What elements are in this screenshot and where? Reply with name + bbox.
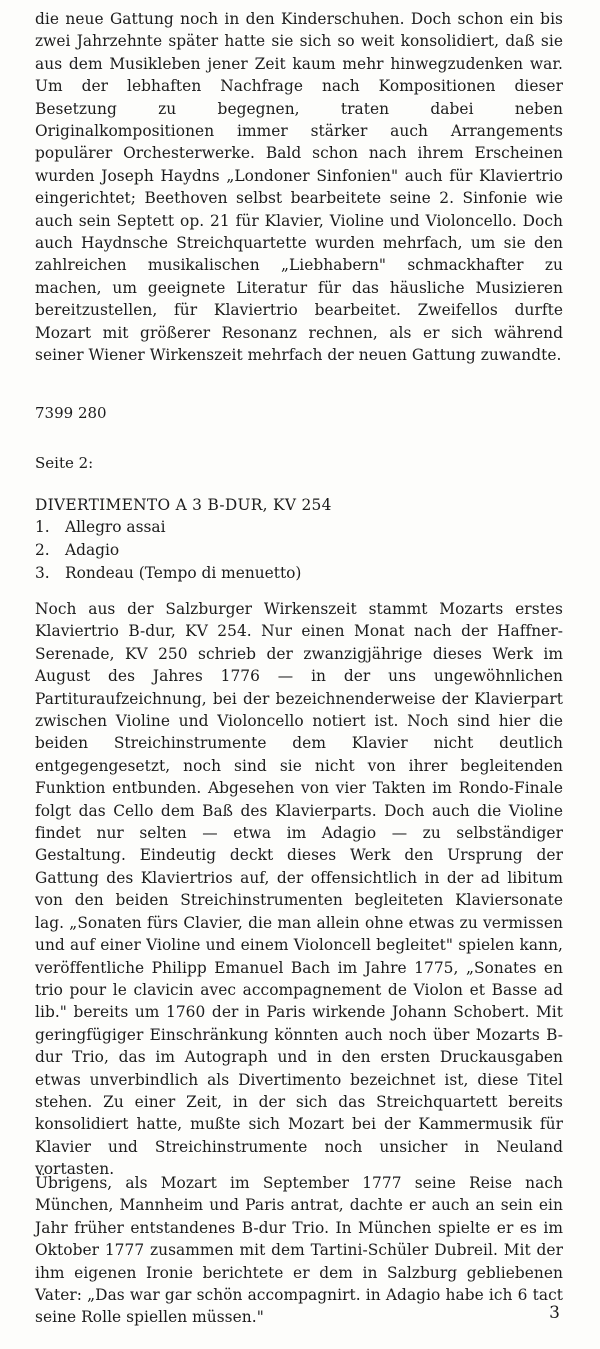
work-title: DIVERTIMENTO A 3 B-DUR, KV 254 <box>35 496 332 514</box>
side-label: Seite 2: <box>35 454 94 472</box>
movement-2 <box>35 541 119 559</box>
movement-number: 3. <box>35 564 50 582</box>
paragraph-kv254: Noch aus der Salzburger Wirkenszeit stammt Mozarts erstes Klaviertrio B-dur, KV 254. Nur einen Monat nach der Haffner-Serenade, KV 250 schrieb der zwanzigjährige dieses Werk im August des Jahres 1776 — in der uns ungewöhnlichen Partituraufzeichnung, bei der bezeichnenderweise der Klavierpart zwischen Violine und Violoncello notiert ist. Noch sind hier die beiden Streichinstrumente dem Klavier nicht deutlich entgegengesetzt, noch sind sie nicht von ihrer begleitenden Funktion entbunden. Abgesehen von vier Takten im Rondo-Finale folgt das Cello dem Baß des Klavierparts. Doch auch die Violine findet nur selten — etwa im Adagio — zu selbständiger Gestaltung. Eindeutig deckt dieses Werk den Ursprung der Gattung des Klaviertrios auf, der offensichtlich in der ad libitum von den beiden Streichinstrumenten begleiteten Klaviersonate lag. „Sonaten fürs Clavier, die man allein ohne etwas zu vermissen und auf einer Violine und einem Violoncell begleitet" spielen kann, veröffentliche Philipp Emanuel Bach im Jahre 1775, „Sonates en trio pour le clavicin avec accompagnement de Violon et Basse ad lib." bereits um 1760 der in Paris wirkende Johann Schobert. Mit geringfügiger Einschränkung könnten auch noch über Mozarts B-dur Trio, das im Autograph und in den ersten Druckausgaben etwas unverbindlich als Divertimento bezeichnet ist, diese Titel stehen. Zu einer Zeit, in der sich das Streichquartett bereits konsolidiert hatte, mußte sich Mozart bei der Kammermusik für Klavier und Streichinstrumente noch unsicher in Neuland vortasten. <box>35 600 563 1179</box>
paragraph-intro: die neue Gattung noch in den Kinderschuhen. Doch schon ein bis zwei Jahrzehnte später hatte sie sich so weit konsolidiert, daß sie aus dem Musikleben jener Zeit kaum mehr hinwegzudenken war. Um der lebhaften Nachfrage nach Kompositionen dieser Besetzung zu begegnen, traten dabei neben Originalkompositionen immer stärker auch Arrangements populärer Orchesterwerke. Bald schon nach ihrem Erscheinen wurden Joseph Haydns „Londoner Sinfonien" auch für Klaviertrio eingerichtet; Beethoven selbst bearbeitete seine 2. Sinfonie wie auch sein Septett op. 21 für Klavier, Violine und Violoncello. Doch auch Haydnsche Streichquartette wurden mehrfach, um sie den zahlreichen musikalischen „Liebhabern" schmackhafter zu machen, um geeignete Literatur für das häusliche Musizieren bereitzustellen, für Klaviertrio bearbeitet. Zweifellos durfte Mozart mit größerer Resonanz rechnen, als er sich während seiner Wiener Wirkenszeit mehrfach der neuen Gattung zuwandte. <box>35 10 563 365</box>
movement-3 <box>35 564 301 582</box>
movement-title: Rondeau (Tempo di menuetto) <box>65 564 302 582</box>
catalog-number: 7399 280 <box>35 404 107 422</box>
movement-number: 2. <box>35 541 50 559</box>
movement-title: Allegro assai <box>65 518 166 536</box>
paragraph-munich: Übrigens, als Mozart im September 1777 seine Reise nach München, Mannheim und Paris antrat, dachte er auch an sein ein Jahr früher entstandenes B-dur Trio. In München spielte er es im Oktober 1777 zusammen mit dem Tartini-Schüler Dubreil. Mit der ihm eigenen Ironie berichtete er dem in Salzburg gebliebenen Vater: „Das war gar schön accompagnirt. in Adagio habe ich 6 tact seine Rolle spiellen müssen." <box>35 1174 563 1327</box>
page-number: 3 <box>549 1303 560 1323</box>
movement-1 <box>35 518 166 536</box>
movement-number: 1. <box>35 518 50 536</box>
movement-title: Adagio <box>65 541 120 559</box>
